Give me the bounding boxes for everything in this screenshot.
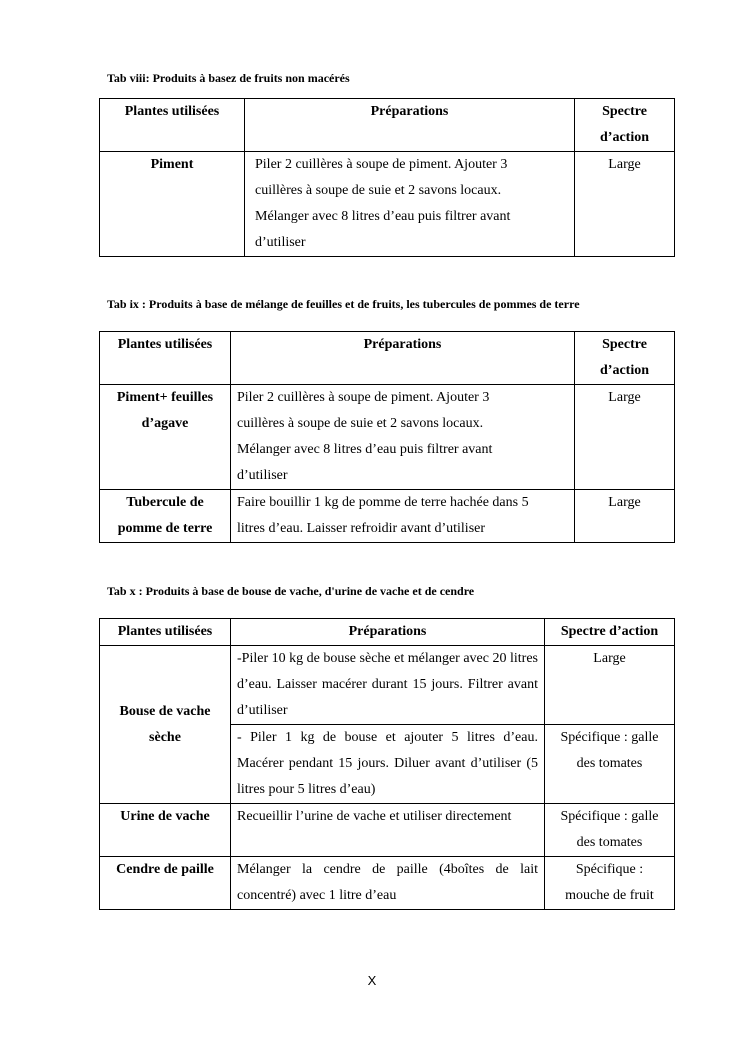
plant-cell: Cendre de paille: [100, 857, 231, 910]
table-viii-caption: Tab viii: Produits à basez de fruits non macérés: [107, 71, 350, 85]
preparation-cell: Faire bouillir 1 kg de pomme de terre hachée dans 5 litres d’eau. Laisser refroidir avant d’utiliser: [231, 490, 575, 543]
header-plants: Plantes utilisées: [100, 332, 231, 385]
preparation-cell: Piler 2 cuillères à soupe de piment. Ajouter 3 cuillères à soupe de suie et 2 savons locaux. Mélanger avec 8 litres d’eau puis filtrer avant d’utiliser: [231, 385, 575, 490]
table-viii: [99, 98, 675, 257]
plant-cell: Piment+ feuilles d’agave: [100, 385, 231, 490]
table-header-row: [100, 99, 675, 152]
table-row: [100, 804, 675, 857]
spectrum-cell: Large: [545, 646, 675, 725]
plant-cell: Piment: [100, 152, 245, 257]
table-header-row: [100, 619, 675, 646]
plant-cell: Bouse de vache sèche: [100, 646, 231, 804]
table-x-caption: Tab x : Produits à base de bouse de vache, d'urine de vache et de cendre: [107, 584, 475, 598]
header-plants: Plantes utilisées: [100, 99, 245, 152]
spectrum-cell: Large: [575, 152, 675, 257]
preparation-cell: Piler 2 cuillères à soupe de piment. Ajouter 3 cuillères à soupe de suie et 2 savons locaux. Mélanger avec 8 litres d’eau puis filtrer avant d’utiliser: [245, 152, 575, 257]
table-header-row: [100, 332, 675, 385]
header-spectrum: Spectre d’action: [575, 99, 675, 152]
table-row: [100, 385, 675, 490]
table-row: [100, 152, 675, 257]
preparation-cell: Mélanger la cendre de paille (4boîtes de lait concentré) avec 1 litre d’eau: [231, 857, 545, 910]
spectrum-cell: Large: [575, 385, 675, 490]
spectrum-cell: Spécifique : galle des tomates: [545, 725, 675, 804]
spectrum-cell: Large: [575, 490, 675, 543]
plant-cell: Tubercule de pomme de terre: [100, 490, 231, 543]
header-spectrum: Spectre d’action: [545, 619, 675, 646]
table-ix-caption: Tab ix : Produits à base de mélange de feuilles et de fruits, les tubercules de pommes de terre: [107, 297, 580, 311]
table-x: [99, 618, 675, 910]
table-ix: [99, 331, 675, 543]
preparation-cell: -Piler 10 kg de bouse sèche et mélanger avec 20 litres d’eau. Laisser macérer durant 15 jours. Filtrer avant d’utiliser: [231, 646, 545, 725]
header-plants: Plantes utilisées: [100, 619, 231, 646]
table-row: [100, 646, 675, 725]
header-spectrum: Spectre d’action: [575, 332, 675, 385]
header-preparations: Préparations: [231, 332, 575, 385]
spectrum-cell: Spécifique : galle des tomates: [545, 804, 675, 857]
spectrum-cell: Spécifique : mouche de fruit: [545, 857, 675, 910]
header-preparations: Préparations: [231, 619, 545, 646]
page-number: X: [367, 973, 377, 988]
header-preparations: Préparations: [245, 99, 575, 152]
plant-cell: Urine de vache: [100, 804, 231, 857]
preparation-cell: Recueillir l’urine de vache et utiliser directement: [231, 804, 545, 857]
table-row: [100, 490, 675, 543]
preparation-cell: - Piler 1 kg de bouse et ajouter 5 litres d’eau. Macérer pendant 15 jours. Diluer avant d’utiliser (5 litres pour 5 litres d’eau): [231, 725, 545, 804]
table-row: [100, 857, 675, 910]
